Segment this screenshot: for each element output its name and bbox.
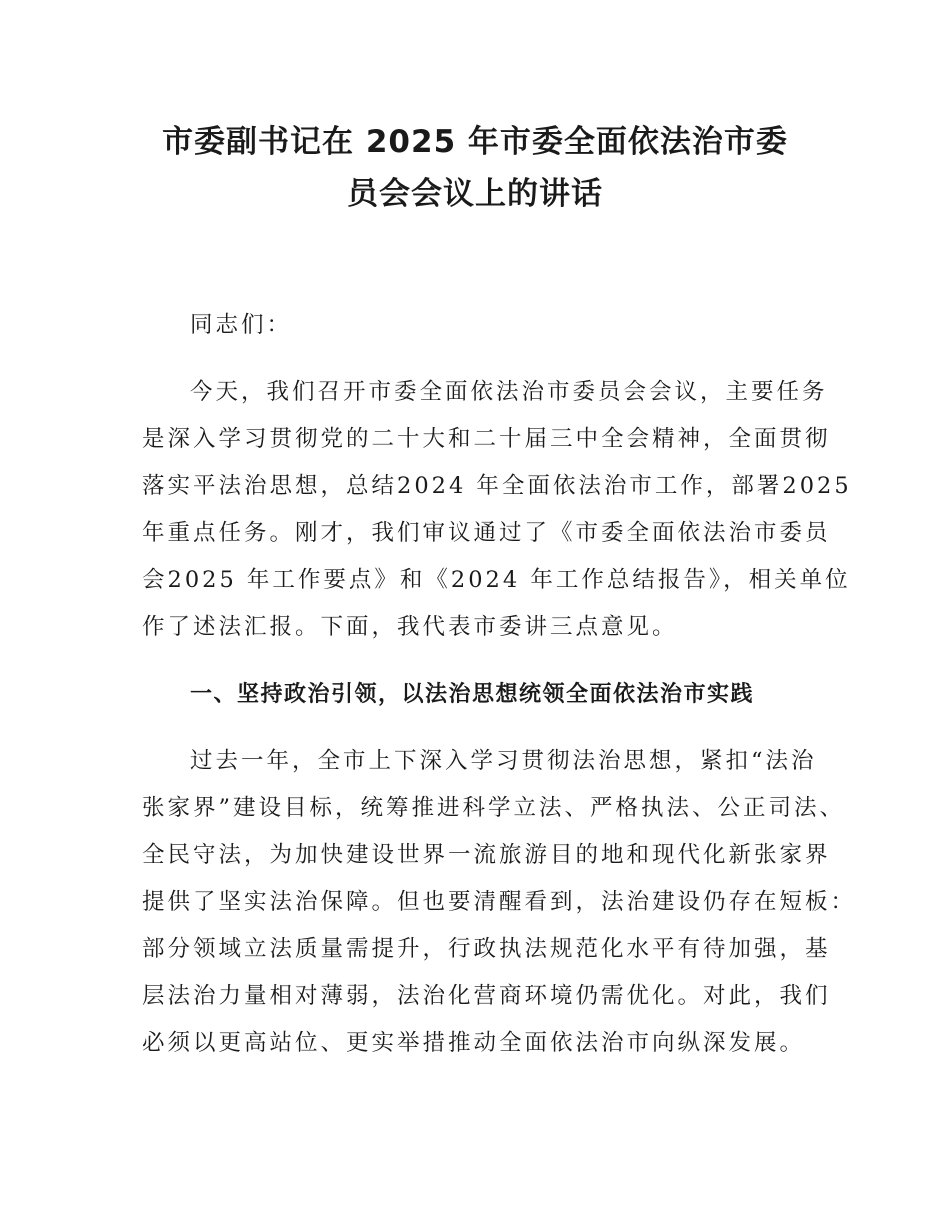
paragraph-1 [142,369,852,651]
salutation: 同志们： [190,312,293,338]
paragraph-2 [142,738,857,1067]
document-body [142,302,857,1067]
title-line-1: 市委副书记在 2025 年市委全面依法治市委 [162,124,788,160]
paragraph-line: 提供了坚实法治保障。但也要清醒看到，法治建设仍存在短板： [142,889,857,915]
title-line-2: 员会会议上的讲话 [347,176,603,212]
paragraph-line: 层法治力量相对薄弱，法治化营商环境仍需优化。对此，我们 [142,983,831,1009]
paragraph-line: 会2025 年工作要点》和《2024 年工作总结报告》，相关单位 [142,567,851,593]
document-title [0,116,950,220]
paragraph-line: 是深入学习贯彻党的二十大和二十届三中全会精神，全面贯彻 [142,426,831,452]
paragraph-line: 张家界”建设目标，统筹推进科学立法、严格执法、公正司法、 [142,795,846,821]
paragraph-line: 落实平法治思想，总结2024 年全面依法治市工作，部署2025 [142,473,852,499]
paragraph-line: 今天，我们召开市委全面依法治市委员会会议，主要任务 [190,379,828,405]
paragraph-line: 部分领域立法质量需提升，行政执法规范化水平有待加强，基 [142,936,831,962]
section-heading-1: 一、坚持政治引领，以法治思想统领全面依法治市实践 [190,682,755,707]
paragraph-line: 过去一年，全市上下深入学习贯彻法治思想，紧扣“法治 [190,748,817,774]
paragraph-line: 作了述法汇报。下面，我代表市委讲三点意见。 [142,614,678,640]
paragraph-line: 年重点任务。刚才，我们审议通过了《市委全面依法治市委员 [142,520,831,546]
paragraph-line: 全民守法，为加快建设世界一流旅游目的地和现代化新张家界 [142,842,831,868]
paragraph-line: 必须以更高站位、更实举措推动全面依法治市向纵深发展。 [142,1030,806,1056]
